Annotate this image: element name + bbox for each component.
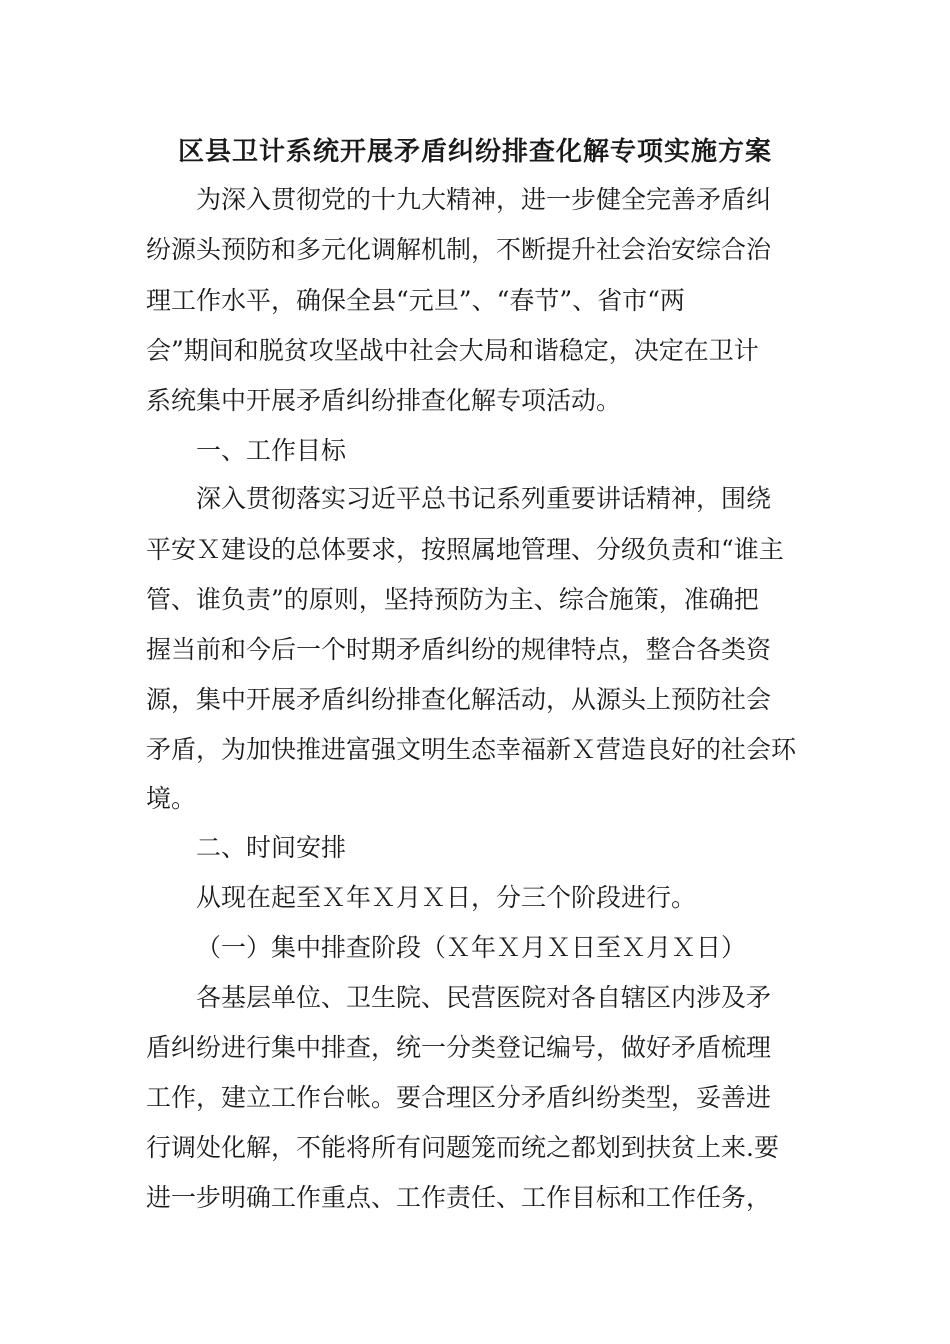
paragraph-line: 平安Ｘ建设的总体要求，按照属地管理、分级负责和“谁主 bbox=[146, 535, 784, 564]
paragraph-line: 各基层单位、卫生院、民营医院对各自辖区内涉及矛 bbox=[196, 983, 772, 1012]
paragraph-line: 管、谁负责”的原则，坚持预防为主、综合施策，准确把 bbox=[146, 585, 759, 614]
section-heading: 一、工作目标 bbox=[196, 436, 347, 465]
paragraph-line: 握当前和今后一个时期矛盾纠纷的规律特点，整合各类资 bbox=[146, 635, 772, 664]
paragraph-line: 为深入贯彻党的十九大精神，进一步健全完善矛盾纠 bbox=[196, 185, 772, 214]
paragraph-line: 盾纠纷进行集中排查，统一分类登记编号，做好矛盾梳理 bbox=[146, 1033, 772, 1062]
section-heading: 二、时间安排 bbox=[196, 833, 347, 862]
paragraph-line: 深入贯彻落实习近平总书记系列重要讲话精神，围绕 bbox=[196, 484, 772, 513]
paragraph-line: 进一步明确工作重点、工作责任、工作目标和工作任务， bbox=[146, 1183, 772, 1212]
paragraph-line: 境。 bbox=[146, 784, 197, 813]
subsection-heading: （一）集中排查阶段（Ｘ年Ｘ月Ｘ日至Ｘ月Ｘ日） bbox=[196, 933, 747, 962]
paragraph-line: 会”期间和脱贫攻坚战中社会大局和谐稳定，决定在卫计 bbox=[146, 336, 759, 365]
paragraph-line: 纷源头预防和多元化调解机制，不断提升社会治安综合治 bbox=[146, 235, 772, 264]
paragraph-line: 源，集中开展矛盾纠纷排查化解活动，从源头上预防社会 bbox=[146, 685, 772, 714]
paragraph-line: 工作，建立工作台帐。要合理区分矛盾纠纷类型，妥善进 bbox=[146, 1083, 772, 1112]
document-title: 区县卫计系统开展矛盾纠纷排查化解专项实施方案 bbox=[177, 137, 772, 167]
paragraph-line: 从现在起至Ｘ年Ｘ月Ｘ日，分三个阶段进行。 bbox=[196, 883, 697, 912]
paragraph-line: 理工作水平，确保全县“元旦”、“春节”、省市“两 bbox=[146, 286, 685, 315]
paragraph-line: 系统集中开展矛盾纠纷排查化解专项活动。 bbox=[146, 386, 622, 415]
paragraph-line: 矛盾，为加快推进富强文明生态幸福新Ｘ营造良好的社会环 bbox=[146, 735, 797, 764]
paragraph-line: 行调处化解，不能将所有问题笼而统之都划到扶贫上来.要 bbox=[146, 1133, 779, 1162]
